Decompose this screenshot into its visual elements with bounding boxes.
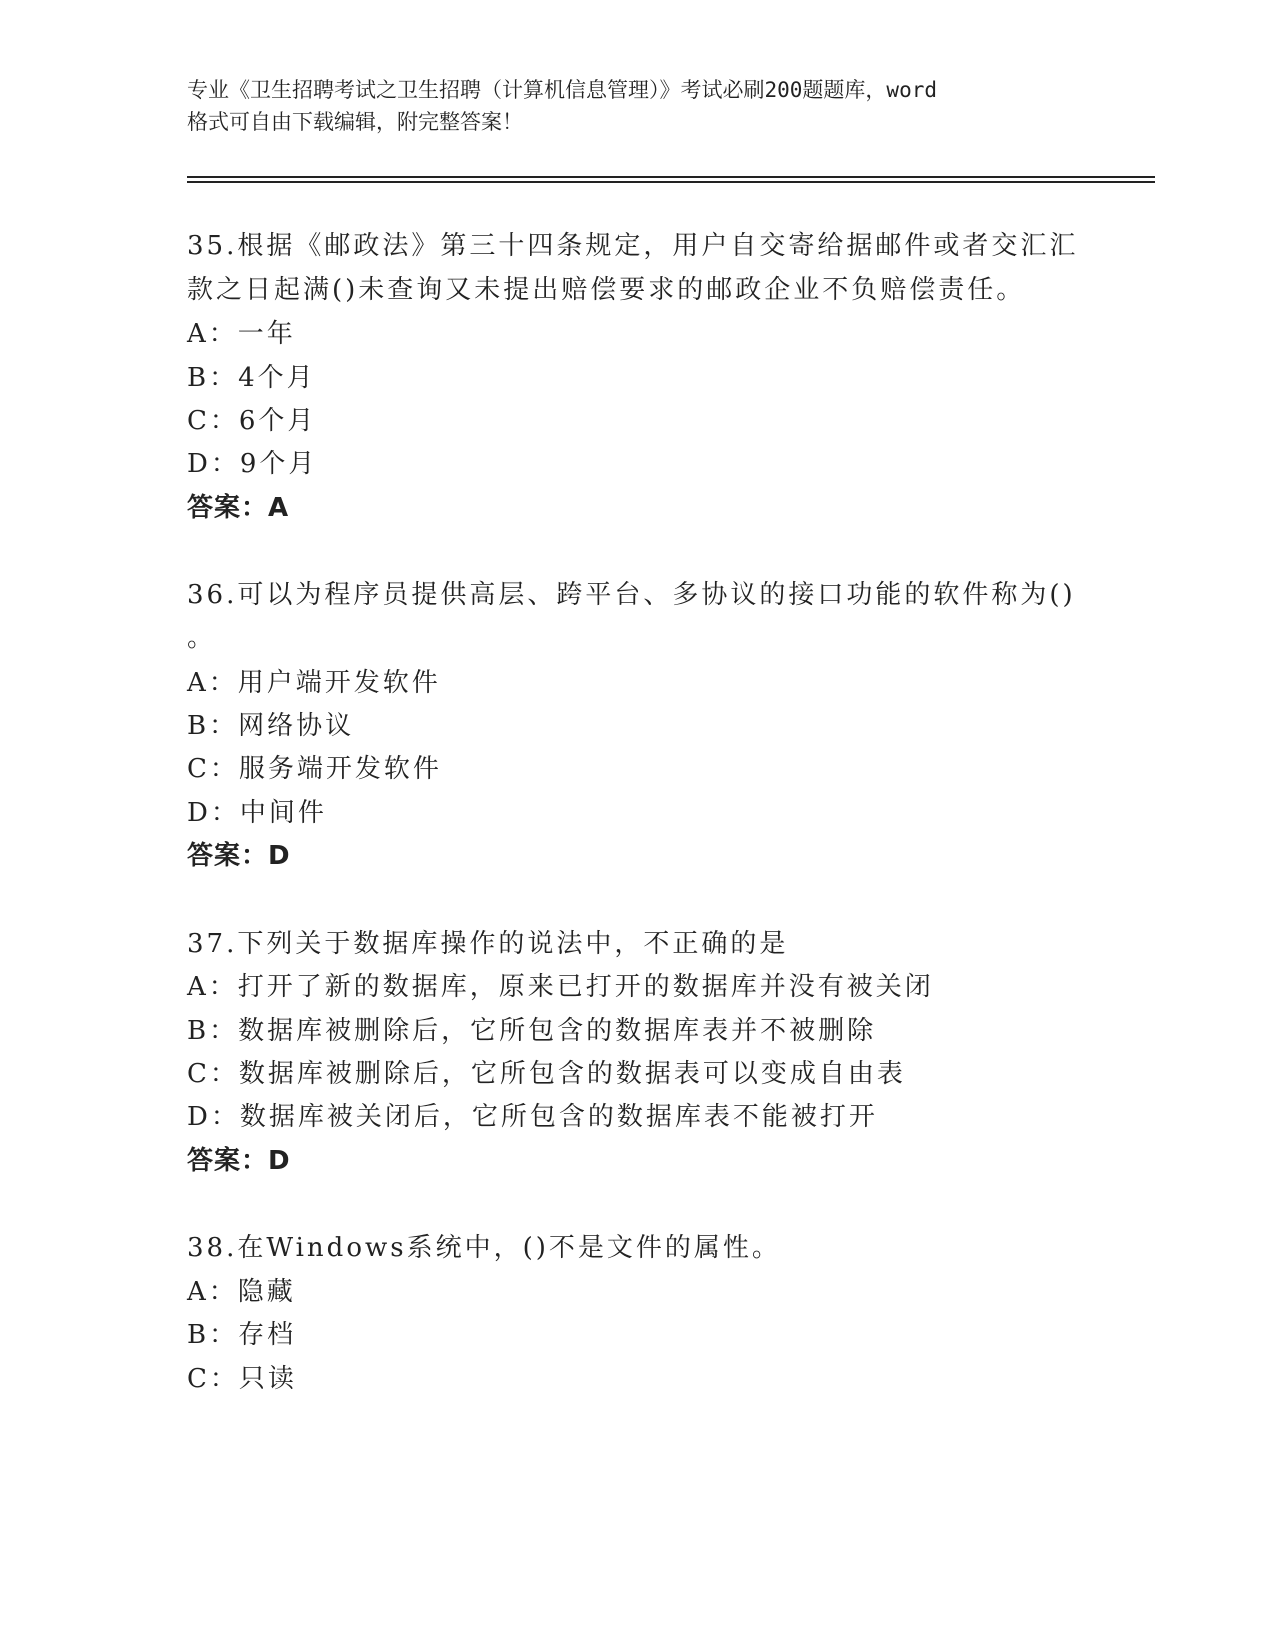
question-36-option-d: D：中间件 xyxy=(187,798,327,828)
document-header xyxy=(187,74,1087,138)
question-37-option-b: B：数据库被删除后，它所包含的数据库表并不被删除 xyxy=(187,1016,877,1046)
question-37-option-d: D：数据库被关闭后，它所包含的数据库表不能被打开 xyxy=(187,1102,878,1132)
header-divider-top xyxy=(187,176,1155,178)
question-36-stem-line-2: 。 xyxy=(187,623,217,653)
question-36-stem-line-1: 36.可以为程序员提供高层、跨平台、多协议的接口功能的软件称为() xyxy=(187,580,1076,610)
question-38-option-a: A：隐藏 xyxy=(187,1277,296,1307)
question-35-stem-line-2: 款之日起满()未查询又未提出赔偿要求的邮政企业不负赔偿责任。 xyxy=(187,275,1026,305)
question-36-answer: 答案：D xyxy=(187,841,291,871)
question-37-stem-line-1: 37.下列关于数据库操作的说法中，不正确的是 xyxy=(187,929,789,959)
question-35-option-b: B：4个月 xyxy=(187,363,316,393)
question-35-option-d: D：9个月 xyxy=(187,449,318,479)
question-35-option-c: C：6个月 xyxy=(187,406,317,436)
question-36-option-a: A：用户端开发软件 xyxy=(187,668,441,698)
question-36-option-b: B：网络协议 xyxy=(187,711,355,741)
question-37-option-a: A：打开了新的数据库，原来已打开的数据库并没有被关闭 xyxy=(187,972,934,1002)
header-divider-bottom xyxy=(187,181,1155,183)
question-38-stem-line-1: 38.在Windows系统中，()不是文件的属性。 xyxy=(187,1233,781,1263)
question-38-option-b: B：存档 xyxy=(187,1320,297,1350)
question-36-option-c: C：服务端开发软件 xyxy=(187,754,442,784)
question-35-option-a: A：一年 xyxy=(187,319,296,349)
header-line-2: 格式可自由下载编辑，附完整答案！ xyxy=(187,110,523,134)
header-line-1: 专业《卫生招聘考试之卫生招聘（计算机信息管理）》考试必刷200题题库，word xyxy=(187,78,937,102)
question-37-answer: 答案：D xyxy=(187,1146,291,1176)
question-37-option-c: C：数据库被删除后，它所包含的数据表可以变成自由表 xyxy=(187,1059,906,1089)
question-35-answer: 答案：A xyxy=(187,493,290,523)
question-38-option-c: C：只读 xyxy=(187,1364,297,1394)
question-35-stem-line-1: 35.根据《邮政法》第三十四条规定，用户自交寄给据邮件或者交汇汇 xyxy=(187,231,1079,261)
